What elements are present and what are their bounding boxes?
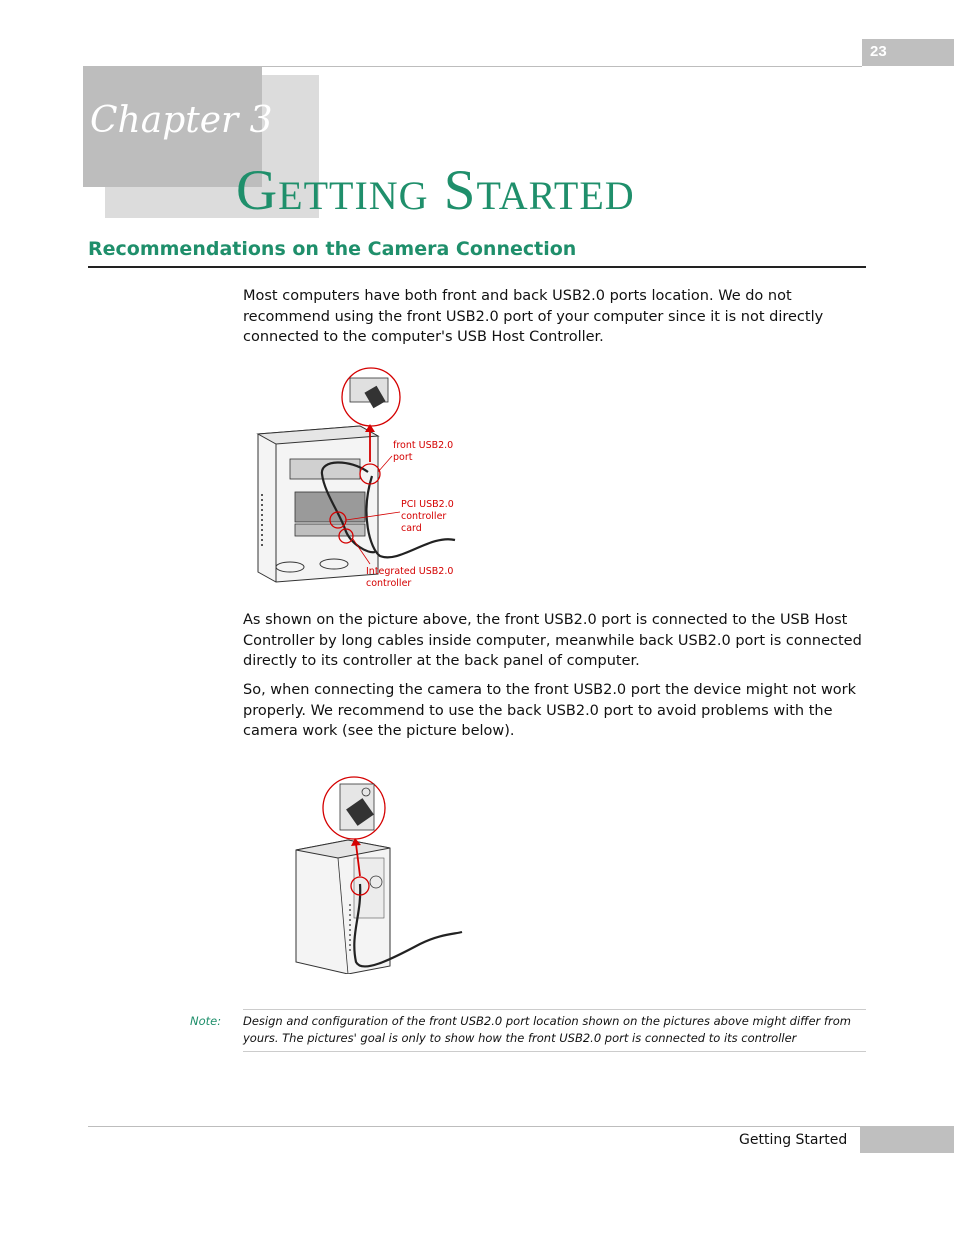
label-front-port-line1: front USB2.0 [393, 440, 454, 451]
drive-bay [290, 459, 360, 479]
label-integrated-line2: controller [366, 578, 412, 589]
paragraph-recommendation: So, when connecting the camera to the front USB2.0 port the device might not work properly. We recommend to use the back USB2.0 port to avoid problems with the camera work (see the picture below). [243, 682, 857, 739]
paragraph-explanation: As shown on the picture above, the front USB2.0 port is connected to the USB Host Controller by long cables inside computer, meanwhile back USB2.0 port is connected directly to its controller at the back panel of computer. [243, 612, 862, 669]
label-pci-line2: controller [401, 511, 447, 522]
note-text: Design and configuration of the front USB2.0 port location shown on the pictures above might differ from yours. The pictures' goal is only to show how the front USB2.0 port is connected to its controller [243, 1014, 851, 1045]
figure-front-port-cabling [250, 364, 480, 594]
paragraph-intro: Most computers have both front and back USB2.0 ports location. We do not recommend using the front USB2.0 port of your computer since it is not directly connected to the computer's USB Host Controller. [243, 288, 824, 345]
label-pci-line1: PCI USB2.0 [401, 499, 454, 510]
section-title: Recommendations on the Camera Connection [88, 238, 577, 260]
chapter-label: Chapter 3 [90, 100, 273, 141]
note-label: Note: [190, 1014, 222, 1028]
section-rule [88, 266, 866, 268]
footer-text: Getting Started [739, 1132, 848, 1148]
footer-tab [860, 1126, 954, 1153]
label-front-port-line2: port [393, 452, 413, 463]
label-pci-line3: card [401, 523, 422, 534]
note-top-rule [243, 1009, 866, 1010]
chapter-title: Getting Started [236, 159, 635, 222]
note-bottom-rule [243, 1051, 866, 1052]
footer-rule [88, 1126, 860, 1127]
label-integrated-line1: Integrated USB2.0 [366, 566, 454, 577]
figure-back-port-connection [290, 774, 470, 974]
page-number: 23 [870, 43, 887, 60]
